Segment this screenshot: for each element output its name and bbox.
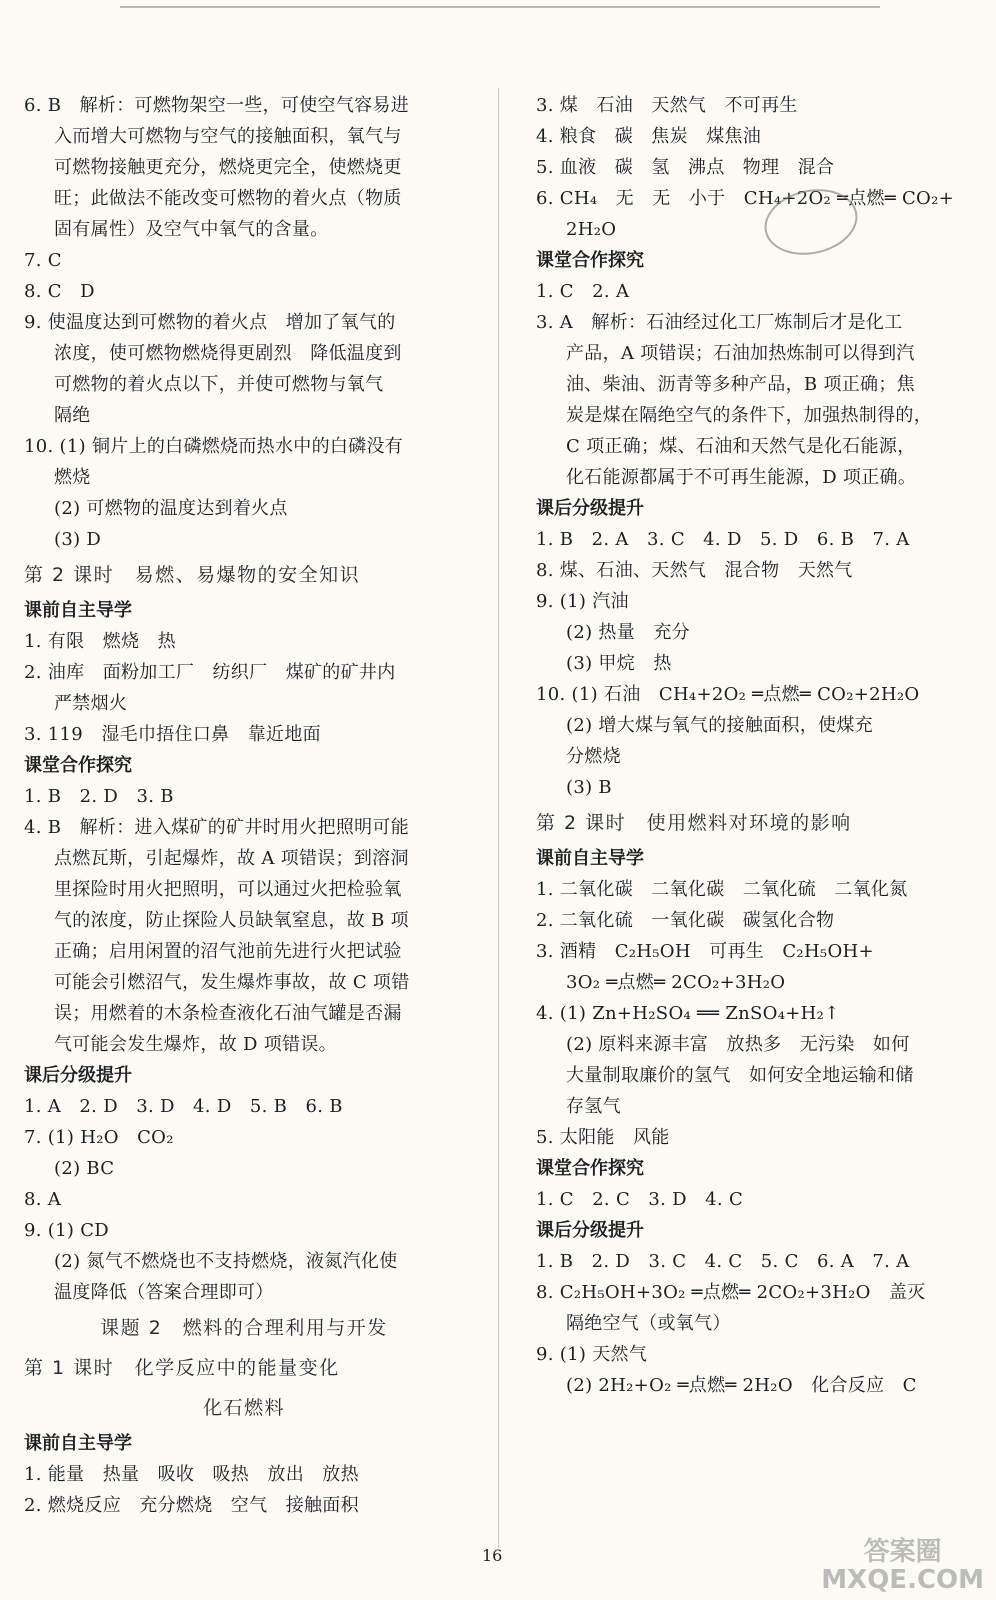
answer-line-continued: (3) 甲烷 热 [566,653,672,674]
answer-line-continued: 3O₂ ═点燃═ 2CO₂+3H₂O [566,972,786,993]
section-heading: 课前自主导学 [24,600,132,621]
answer-line: 2. 油库 面粉加工厂 纺织厂 煤矿的矿井内 [24,662,396,683]
lesson-title: 第 2 课时 易燃、易爆物的安全知识 [24,564,361,586]
answer-line: 4. 粮食 碳 焦炭 煤焦油 [536,126,762,147]
answer-line: 1. 有限 燃烧 热 [24,631,176,652]
answer-line: 6. B 解析：可燃物架空一些，可使空气容易进 [24,95,410,116]
answer-line: 8. C₂H₅OH+3O₂ ═点燃═ 2CO₂+3H₂O 盖灭 [536,1282,926,1303]
answer-line: 9. (1) 天然气 [536,1344,648,1365]
answer-line-continued: 燃烧 [54,467,91,488]
answer-line: 1. B 2. A 3. C 4. D 5. D 6. B 7. A [536,529,910,550]
answer-line: 9. 使温度达到可燃物的着火点 增加了氧气的 [24,312,396,333]
answer-line-continued: 温度降低（答案合理即可） [54,1282,274,1303]
answer-line-continued: 入而增大可燃物与空气的接触面积，氧气与 [54,126,402,147]
answer-line-continued: 气的浓度，防止探险人员缺氧窒息，故 B 项 [54,910,409,931]
lesson-title: 化石燃料 [202,1397,285,1419]
answer-line-continued: 固有属性）及空气中氧气的含量。 [54,219,329,240]
answer-line-continued: 误；用燃着的木条检查液化石油气罐是否漏 [54,1003,402,1024]
answer-line-continued: 2H₂O [566,219,617,240]
answer-line-continued: (3) B [566,777,612,798]
answer-line: 7. (1) H₂O CO₂ [24,1127,174,1148]
answer-line-continued: (2) 2H₂+O₂ ═点燃═ 2H₂O 化合反应 C [566,1375,917,1396]
answer-line-continued: 化石能源都属于不可再生能源，D 项正确。 [566,467,917,488]
answer-line-continued: 存氢气 [566,1096,621,1117]
lesson-title: 第 2 课时 使用燃料对环境的影响 [536,812,852,834]
answer-line-continued: 严禁烟火 [54,693,128,714]
answer-line: 7. C [24,250,62,271]
answer-line: 9. (1) 汽油 [536,591,629,612]
answer-line: 8. C D [24,281,95,302]
answer-line-continued: 可燃物接触更充分，燃烧更完全，使燃烧更 [54,157,402,178]
answer-line-continued: 隔绝 [54,405,91,426]
answer-line-continued: C 项正确；煤、石油和天然气是化石能源， [566,436,916,457]
right-column [536,90,976,1401]
answer-line: 2. 燃烧反应 充分燃烧 空气 接触面积 [24,1495,359,1516]
answer-line: 1. A 2. D 3. D 4. D 5. B 6. B [24,1096,343,1117]
section-heading: 课后分级提升 [536,498,644,519]
answer-line: 2. 二氧化硫 一氧化碳 碳氢化合物 [536,910,835,931]
answer-line: 6. CH₄ 无 无 小于 CH₄+2O₂ ═点燃═ CO₂+ [536,188,955,209]
answer-line: 5. 血液 碳 氢 沸点 物理 混合 [536,157,835,178]
left-column [24,90,464,1521]
answer-line-continued: (3) D [54,529,102,550]
answer-line-continued: 正确；启用闲置的沼气池前先进行火把试验 [54,941,402,962]
answer-line-continued: 油、柴油、沥青等多种产品，B 项正确；焦 [566,374,915,395]
answer-line: 1. B 2. D 3. B [24,786,174,807]
answer-line: 10. (1) 石油 CH₄+2O₂ ═点燃═ CO₂+2H₂O [536,684,920,705]
section-heading: 课堂合作探究 [536,250,644,271]
top-rule [120,6,880,8]
answer-line: 4. B 解析：进入煤矿的矿井时用火把照明可能 [24,817,410,838]
section-heading: 课前自主导学 [536,848,644,869]
answer-line-continued: 隔绝空气（或氧气） [566,1313,731,1334]
answer-line: 5. 太阳能 风能 [536,1127,670,1148]
site-logo: 答案圈 MXQE.COM [821,1537,984,1595]
answer-line: 10. (1) 铜片上的白磷燃烧而热水中的白磷没有 [24,436,404,457]
answer-line: 3. 煤 石油 天然气 不可再生 [536,95,798,116]
answer-line-continued: 分燃烧 [566,746,621,767]
answer-line-continued: (2) 氮气不燃烧也不支持燃烧，液氮汽化使 [54,1251,398,1272]
lesson-title: 课题 2 燃料的合理利用与开发 [100,1317,388,1339]
answer-line-continued: 浓度，使可燃物燃烧得更剧烈 降低温度到 [54,343,402,364]
answer-line: 1. C 2. C 3. D 4. C [536,1189,744,1210]
section-heading: 课堂合作探究 [24,755,132,776]
answer-line-continued: (2) 可燃物的温度达到着火点 [54,498,288,519]
answer-line: 1. 二氧化碳 二氧化碳 二氧化硫 二氧化氮 [536,879,908,900]
answer-line-continued: (2) BC [54,1158,115,1179]
answer-line: 8. 煤、石油、天然气 混合物 天然气 [536,560,853,581]
answer-line: 1. C 2. A [536,281,630,302]
answer-line-continued: 可能会引燃沼气，发生爆炸事故，故 C 项错 [54,972,410,993]
answer-line-continued: (2) 热量 充分 [566,622,690,643]
answer-line: 1. 能量 热量 吸收 吸热 放出 放热 [24,1464,359,1485]
answer-line-continued: 大量制取廉价的氢气 如何安全地运输和储 [566,1065,914,1086]
answer-line: 3. 酒精 C₂H₅OH 可再生 C₂H₅OH+ [536,941,874,962]
section-heading: 课后分级提升 [536,1220,644,1241]
lesson-title: 第 1 课时 化学反应中的能量变化 [24,1357,340,1379]
page-number: 16 [482,1546,503,1565]
answer-line-continued: 旺；此做法不能改变可燃物的着火点（物质 [54,188,402,209]
answer-line-continued: 气可能会发生爆炸，故 D 项错误。 [54,1034,337,1055]
answer-line: 1. B 2. D 3. C 4. C 5. C 6. A 7. A [536,1251,910,1272]
section-heading: 课堂合作探究 [536,1158,644,1179]
answer-line-continued: (2) 增大煤与氧气的接触面积，使煤充 [566,715,873,736]
answer-line: 9. (1) CD [24,1220,110,1241]
answer-line-continued: 产品，A 项错误；石油加热炼制可以得到汽 [566,343,915,364]
answer-line: 4. (1) Zn+H₂SO₄ ══ ZnSO₄+H₂↑ [536,1003,840,1024]
answer-line-continued: 可燃物的着火点以下，并使可燃物与氧气 [54,374,384,395]
answer-line-continued: (2) 原料来源丰富 放热多 无污染 如何 [566,1034,910,1055]
answer-line: 3. A 解析：石油经过化工厂炼制后才是化工 [536,312,903,333]
answer-line-continued: 点燃瓦斯，引起爆炸，故 A 项错误；到溶洞 [54,848,409,869]
answer-line: 3. 119 湿毛巾捂住口鼻 靠近地面 [24,724,321,745]
answer-line-continued: 里探险时用火把照明，可以通过火把检验氧 [54,879,402,900]
answer-line-continued: 炭是煤在隔绝空气的条件下，加强热制得的， [566,405,932,426]
column-divider [498,88,499,1548]
section-heading: 课前自主导学 [24,1433,132,1454]
section-heading: 课后分级提升 [24,1065,132,1086]
answer-line: 8. A [24,1189,62,1210]
